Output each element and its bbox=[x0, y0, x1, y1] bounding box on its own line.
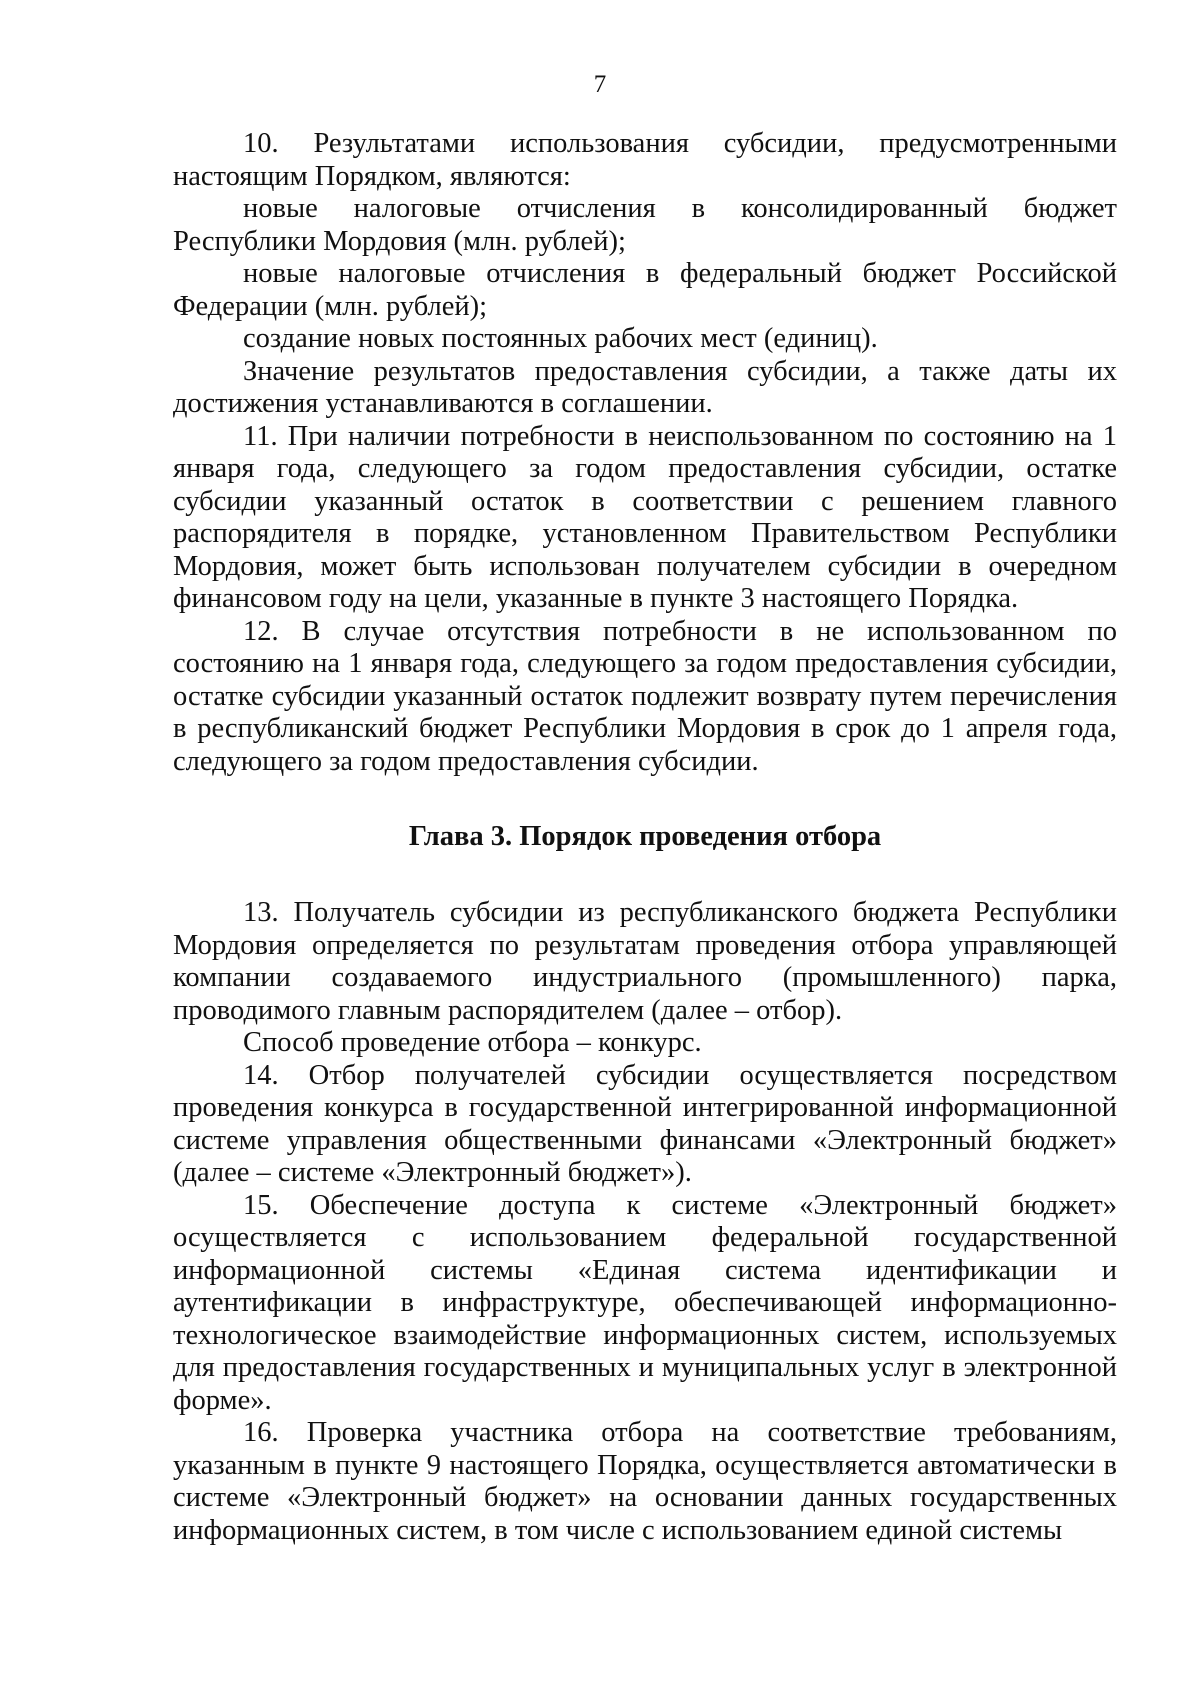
paragraph-10: 10. Результатами использования субсидии, предусмотренными настоящим Порядком, являются: bbox=[173, 128, 1117, 192]
paragraph-result-federal-tax: новые налоговые отчисления в федеральный бюджет Российской Федерации (млн. рублей); bbox=[173, 258, 1117, 322]
paragraph-15: 15. Обеспечение доступа к системе «Электронный бюджет» осуществляется с использованием федеральной государственной информационной системы «Единая система идентификации и аутентификации в инфраструктуре, обеспечивающей информационно-технологическое взаимодействие информационных систем, используемых для предоставления государственных и муниципальных услуг в электронной форме». bbox=[173, 1189, 1117, 1416]
paragraph-result-values: Значение результатов предоставления субсидии, а также даты их достижения устанавливаются в соглашении. bbox=[173, 355, 1117, 419]
paragraph-12: 12. В случае отсутствия потребности в не использованном по состоянию на 1 января года, следующего за годом предоставления субсидии, остатке субсидии указанный остаток подлежит возврату путем перечисления в республиканский бюджет Республики Мордовия в срок до 1 апреля года, следующего за годом предоставления субсидии. bbox=[173, 615, 1117, 777]
paragraph-14: 14. Отбор получателей субсидии осуществляется посредством проведения конкурса в государственной интегрированной информационной системе управления общественными финансами «Электронный бюджет» (далее – системе «Электронный бюджет»). bbox=[173, 1059, 1117, 1188]
paragraph-16: 16. Проверка участника отбора на соответствие требованиям, указанным в пункте 9 настоящего Порядка, осуществляется автоматически в системе «Электронный бюджет» на основании данных государственных информационных систем, в том числе с использованием единой системы bbox=[173, 1417, 1117, 1546]
paragraph-13: 13. Получатель субсидии из республиканского бюджета Республики Мордовия определяется по результатам проведения отбора управляющей компании создаваемого индустриального (промышленного) парка, проводимого главным распорядителем (далее – отбор). bbox=[173, 897, 1117, 1026]
paragraph-selection-method: Способ проведение отбора – конкурс. bbox=[243, 1027, 702, 1058]
chapter-heading: Глава 3. Порядок проведения отбора bbox=[408, 821, 882, 852]
paragraph-11: 11. При наличии потребности в неиспользованном по состоянию на 1 января года, следующего за годом предоставления субсидии, остатке субсидии указанный остаток в соответствии с решением главного распорядителя в порядке, установленном Правительством Республики Мордовия, может быть использован получателем субсидии в очередном финансовом году на цели, указанные в пункте 3 настоящего Порядка. bbox=[173, 420, 1117, 614]
paragraph-result-regional-tax: новые налоговые отчисления в консолидированный бюджет Республики Мордовия (млн. рублей); bbox=[173, 193, 1117, 257]
page-number: 7 bbox=[593, 71, 607, 98]
document-body bbox=[173, 128, 1117, 1547]
paragraph-result-jobs: создание новых постоянных рабочих мест (единиц). bbox=[243, 323, 878, 354]
